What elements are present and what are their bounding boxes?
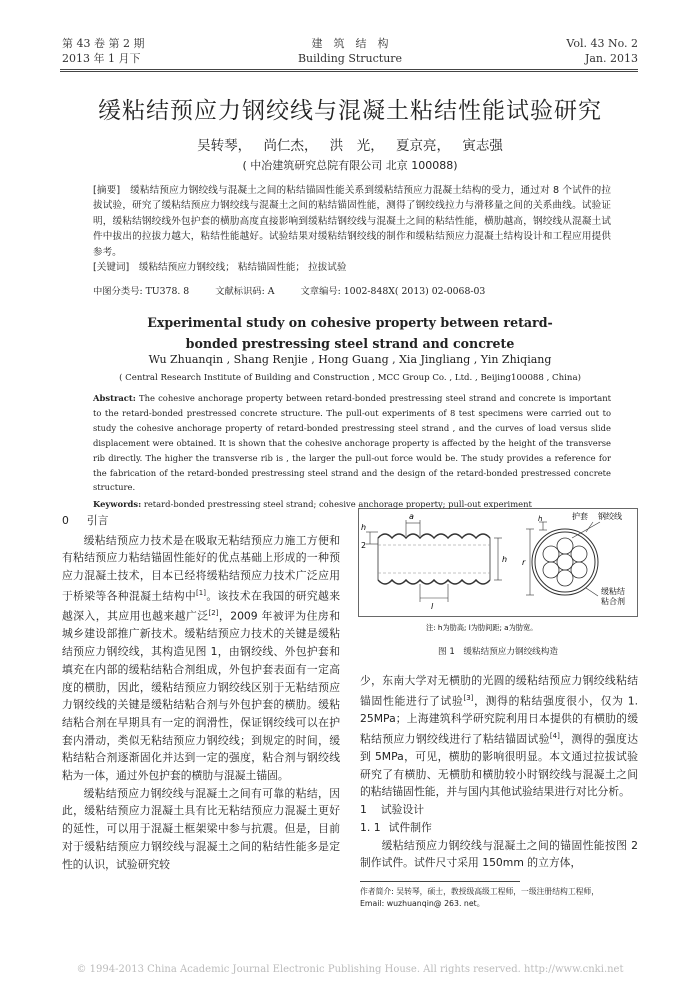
figure-1-diagram: [358, 508, 638, 632]
intro-p1-text-a: 缓粘结预应力技术是在吸取无粘结预应力施工方便和有粘结预应力粘结锚固性能好的优点基础上形成的一种预应力混凝土技术，目本已经将缓粘结预应力技术广泛应用于桥梁等各种混凝土结构中: [62, 533, 340, 603]
intro-p1-text-b: 。该技术在我国的研究越来越深入，其应用也越来越广泛: [62, 589, 341, 623]
figure-1-caption: 图 1 缓粘结预应力钢绞线构造: [438, 647, 558, 657]
volume-issue: 第 43 卷 第 2 期: [62, 37, 145, 50]
strand-cross-section: [526, 522, 600, 596]
citation-4: [4]: [549, 731, 560, 740]
section-1-1-number: 1. 1: [360, 820, 381, 834]
header-rule-2: [60, 71, 638, 72]
figure-note: 注: h为肋高; l为肋间距; a为肋宽。: [426, 623, 538, 632]
abstract-en-text: The cohesive anchorage property between retard-bonded prestressing steel strand and concrete is important to the retard-bonded prestressed concrete structure. The pull-out experiments of 8 test specimens were carried out to study the cohesive anchorage property of retard-bonded prestressing steel strand , and the curves of load versus slide displacement were obtained. It is shown that the cohesive anchorage property is affected by the height of the transverse rib directly. The higher the transverse rib is , the larger the pull-out force would be. The study provides a reference for the fabrication of the retard-bonded prestressing steel strand and the design of the retard-bonded prestressed concrete structure.: [93, 393, 611, 493]
authors-cn: 吴转琴， 尚仁杰， 洪 光， 夏京亮， 寅志强: [197, 138, 503, 154]
issue-date-en: Jan. 2013: [584, 52, 638, 65]
journal-volume-en: [566, 36, 638, 66]
abstract-cn: [93, 183, 611, 275]
label-rib-spacing: l: [431, 602, 434, 611]
footnote-rule: [360, 881, 520, 882]
label-r: r: [522, 558, 526, 567]
right-p1-text-c: ，测得的强度达到 5MPa，可见，横肋的影响很明显。本文通过拉拔试验研究了有横肋、无横肋和横肋较小时钢绞线与混凝土之间的粘结锚固性能，并与国内其他试验结果进行对比分析。: [360, 732, 639, 799]
section-0-heading: [62, 512, 340, 530]
intro-paragraph-2: 缓粘结预应力钢绞线与混凝土之间有可靠的粘结，因此，缓粘结预应力混凝土具有比无粘结预应力混凝土更好的延性，可以用于混凝土框架梁中参与抗震。但是，目前对于缓粘结预应力钢绞线与混凝土之间的粘结性能多是定性的认识，试验研究较: [62, 786, 340, 871]
abstract-en-label: Abstract:: [93, 393, 136, 403]
intro-p1-text-c: ，2009 年被评为住房和城乡建设部推广新技术。缓粘结预应力技术的关键是缓粘结预应力钢绞线，其构造见图 1，由钢绞线、外包护套和填充在内部的缓粘结粘合剂组成，外包护套表面有一定高度的横肋，因此，缓粘结预应力钢绞线区别于无粘结预应力钢绞线的关键是缓粘结粘合剂与外包护套的横肋。缓粘结粘合剂在早期具有一定的润滑性，保证钢绞线可以在护套内滑动，类似无粘结预应力钢绞线；到规定的时间，缓粘结粘合剂逐渐固化并达到一定的强度，粘合剂与钢绞线粘为一体，通过外包护套的横肋与混凝土锚固。: [62, 609, 341, 783]
right-paragraph-2: 缓粘结预应力钢绞线与混凝土之间的锚固性能按图 2 制作试件。试件尺寸采用 150mm 的立方体，: [360, 838, 638, 870]
label-h-section: h: [538, 515, 543, 523]
right-p1-text-a: 少，东南大学对无横肋的光圆的缓粘结预应力钢绞线粘结锚固性能进行了试验: [360, 674, 638, 708]
section-0-number: 0: [62, 514, 69, 527]
left-column: [62, 512, 340, 873]
citation-2: [2]: [208, 609, 219, 618]
label-strand: 钢绞线: [598, 512, 622, 521]
paper-title-cn: 缓粘结预应力钢绞线与混凝土粘结性能试验研究: [98, 98, 602, 124]
label-adhesive-2: 粘合剂: [601, 597, 625, 606]
label-2: 2: [361, 541, 367, 550]
figure-1: [358, 508, 638, 632]
abstract-cn-label: [摘要]: [93, 185, 121, 196]
section-0-title: 引言: [86, 514, 109, 527]
keywords-cn-label: [关键词]: [93, 262, 130, 274]
author-footnote: [360, 886, 640, 910]
paper-title-en-text: Experimental study on cohesive property between retard-bonded prestressing steel strand and concrete: [147, 315, 553, 351]
copyright-notice: © 1994-2013 China Academic Journal Electronic Publishing House. All rights reserved. http://www.cnki.net: [76, 964, 624, 975]
issue-date: 2013 年 1 月下: [62, 52, 141, 65]
classification-line: [93, 283, 485, 297]
citation-3: [3]: [463, 693, 474, 702]
affiliation-en: ( Central Research Institute of Building and Construction , MCC Group Co. , Ltd. , Beijing100088 , China): [119, 373, 581, 383]
volume-issue-en: Vol. 43 No. 2: [566, 37, 638, 50]
article-number: 文章编号: 1002-848X( 2013) 02-0068-03: [300, 286, 486, 297]
footnote-line-2: Email: wuzhuanqin@ 263. net。: [360, 899, 485, 908]
ribbed-strand-side-view: [366, 520, 502, 602]
right-p1-text-b: ，测得的粘结强度很小，仅为 1. 25MPa；上海建筑科学研究院利用日本提供的有横肋的缓粘结预应力钢绞线进行了粘结锚固试验: [360, 694, 639, 746]
clc-number: 中图分类号: TU378. 8: [93, 286, 190, 297]
authors-en: Wu Zhuanqin , Shang Renjie , Hong Guang , Xia Jingliang , Yin Zhiqiang: [148, 353, 552, 366]
keywords-cn: [93, 260, 611, 275]
intro-paragraph-1: [62, 532, 340, 785]
citation-1: [1]: [196, 588, 206, 597]
abstract-en: [93, 391, 611, 512]
journal-name-en: Building Structure: [297, 52, 403, 65]
keywords-en-label: Keywords:: [93, 499, 142, 510]
right-paragraph-1: [360, 672, 638, 801]
footnote-line-1: 作者简介: 吴转琴，硕士，教授级高级工程师，一级注册结构工程师，: [360, 887, 600, 896]
paper-title-en: [0, 312, 700, 354]
label-height-mid: h: [502, 555, 508, 564]
keywords-cn-text: 缓粘结预应力钢绞线； 粘结锚固性能； 拉拔试验: [138, 262, 347, 274]
section-1-number: 1: [360, 803, 367, 817]
keywords-en-text: retard-bonded prestressing steel strand; cohesive anchorage property; pull-out experiment: [143, 499, 532, 510]
document-code: 文献标识码: A: [215, 286, 275, 297]
label-adhesive-1: 缓粘结: [601, 587, 625, 596]
section-1-1-heading: [360, 819, 638, 837]
right-column: [360, 672, 638, 872]
label-sheath: 护套: [572, 512, 588, 521]
abstract-cn-text: 缓粘结预应力钢绞线与混凝土之间的粘结锚固性能关系到缓粘结预应力混凝土结构的受力，通过对 8 个试件的拉拔试验，研究了缓粘结预应力钢绞线与混凝土之间的粘结锚固性能，测得了钢绞线拉力与滑移量之间的关系曲线。试验证明，缓粘结钢绞线外包护套的横肋高度直接影响到缓粘结钢绞线与混凝土之间的粘结性能，横肋越高，钢绞线从混凝土试件中拔出的拉拔力越大，粘结性能越好。试验结果对缓粘结钢绞线的制作和缓粘结预应力混凝土结构设计和工程应用提供参考。: [93, 185, 612, 258]
journal-name-cn: 建 筑 结 构: [311, 37, 389, 50]
affiliation-cn: ( 中冶建筑研究总院有限公司 北京 100088): [242, 159, 458, 172]
section-1-1-title: 试件制作: [388, 820, 432, 834]
label-rib-width: a: [409, 512, 414, 521]
label-rib-height-top: h: [361, 523, 367, 532]
section-1-title: 试验设计: [380, 803, 425, 817]
section-1-heading: [360, 801, 638, 819]
header-rule: [60, 69, 638, 70]
